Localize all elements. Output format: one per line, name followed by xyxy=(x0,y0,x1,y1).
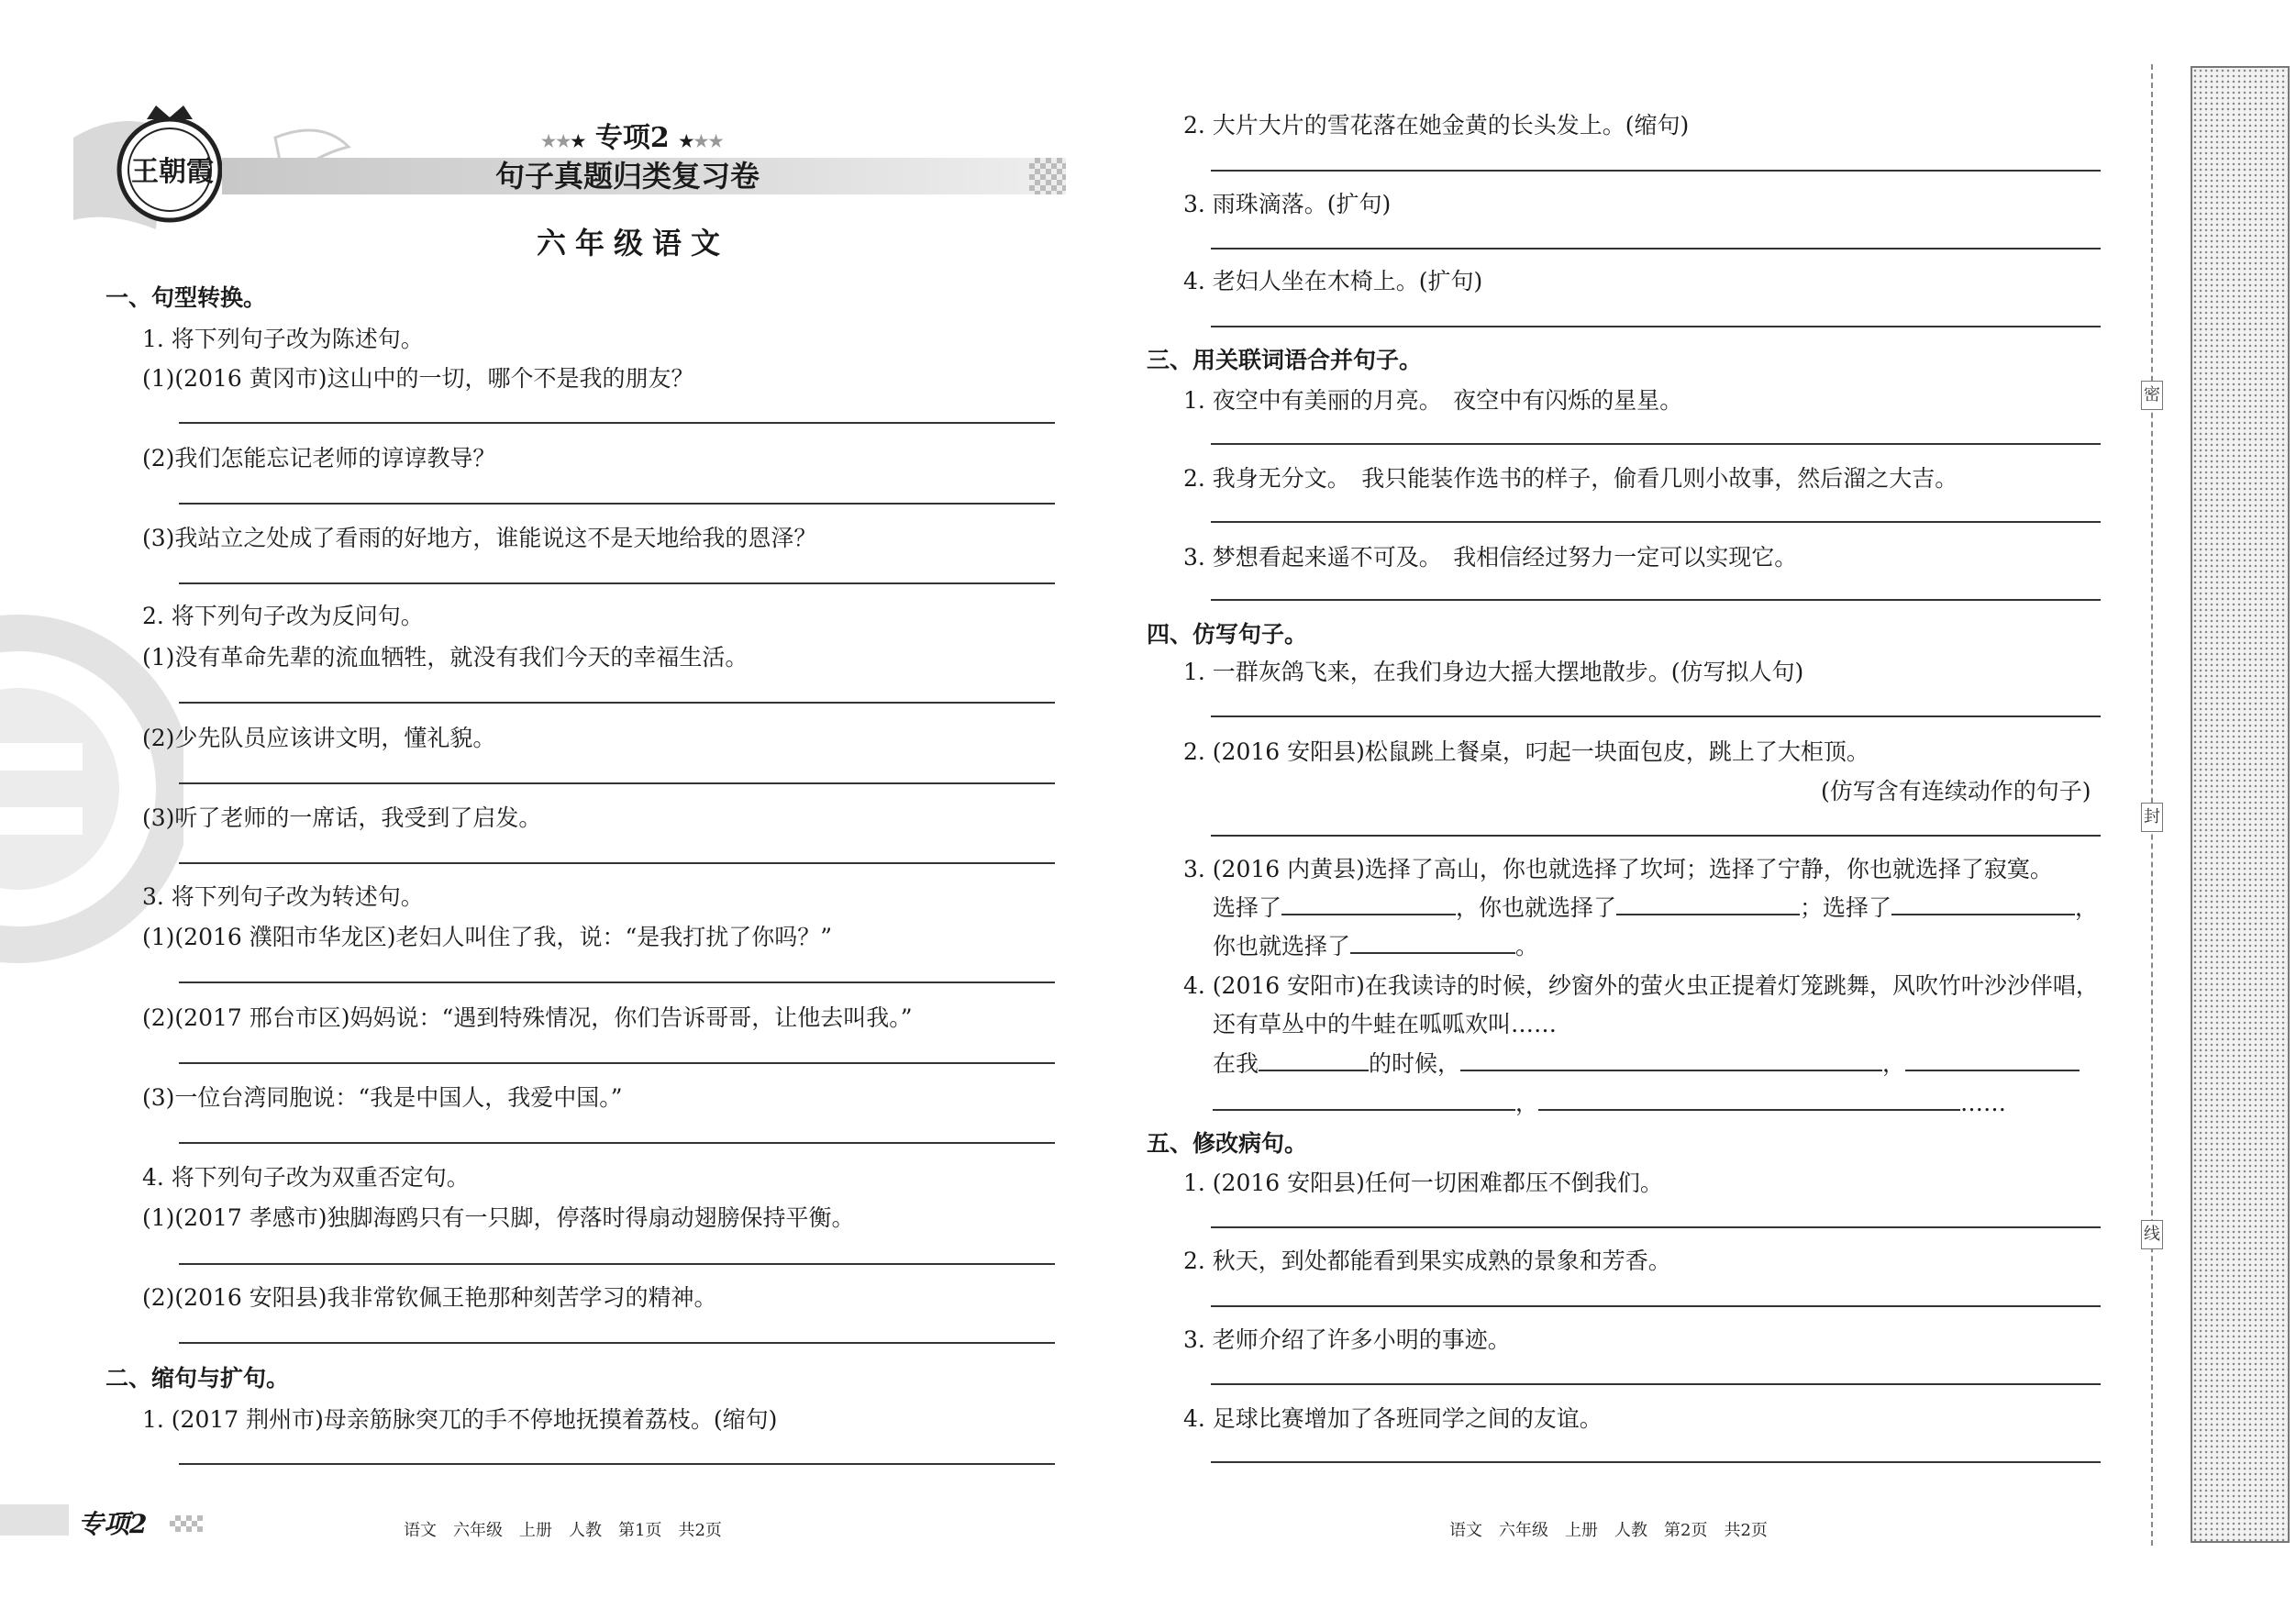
fill-blank[interactable] xyxy=(1213,1089,1515,1111)
answer-line[interactable] xyxy=(179,1342,1055,1344)
footer-label: 专项2 xyxy=(78,1509,148,1539)
answer-line[interactable] xyxy=(179,503,1055,505)
special-label: ★★★ 专项2 ★★★ xyxy=(541,122,724,154)
question: (1)没有革命先辈的流血牺牲，就没有我们今天的幸福生活。 xyxy=(142,644,749,671)
answer-line[interactable] xyxy=(179,981,1055,983)
question: 3. (2016 内黄县)选择了高山，你也就选择了坎坷；选择了宁静，你也就选择了寂寞。 xyxy=(1183,856,2053,882)
section-1-heading: 一、句型转换。 xyxy=(105,284,267,311)
answer-line[interactable] xyxy=(1211,835,2101,837)
logo-text: 王朝霞 xyxy=(131,156,214,188)
answer-line[interactable] xyxy=(1211,599,2101,601)
question: (2)少先队员应该讲文明，懂礼貌。 xyxy=(142,725,496,751)
answer-line[interactable] xyxy=(1211,248,2101,250)
section-3-heading: 三、用关联词语合并句子。 xyxy=(1147,347,1423,373)
fill-blank[interactable] xyxy=(1350,932,1515,954)
answer-line[interactable] xyxy=(179,1062,1055,1064)
question: 4. 足球比赛增加了各班同学之间的友谊。 xyxy=(1183,1405,1603,1432)
answer-line[interactable] xyxy=(1211,715,2101,717)
question: 4. 老妇人坐在木椅上。(扩句) xyxy=(1183,268,1483,294)
answer-line[interactable] xyxy=(1211,443,2101,445)
question: (1)(2016 濮阳市华龙区)老妇人叫住了我，说：“是我打扰了你吗？” xyxy=(142,924,833,950)
answer-line[interactable] xyxy=(179,702,1055,704)
section-2-heading: 二、缩句与扩句。 xyxy=(105,1365,290,1392)
section-4-heading: 四、仿写句子。 xyxy=(1147,621,1308,648)
answer-line[interactable] xyxy=(1211,1226,2101,1228)
footer-pattern xyxy=(170,1515,203,1532)
fill-blank[interactable] xyxy=(1460,1049,1882,1071)
fill-blank[interactable] xyxy=(1891,893,2075,915)
question: 2. 秋天，到处都能看到果实成熟的景象和芳香。 xyxy=(1183,1248,1671,1274)
fill-blank[interactable] xyxy=(1281,893,1456,915)
question: 1. 夜空中有美丽的月亮。 夜空中有闪烁的星星。 xyxy=(1183,387,1683,414)
answer-line[interactable] xyxy=(179,1142,1055,1144)
seal-mark: 线 xyxy=(2141,1220,2163,1249)
title-band-pattern xyxy=(1029,158,1066,194)
answer-line[interactable] xyxy=(179,422,1055,424)
question: (2)(2016 安阳县)我非常钦佩王艳那种刻苦学习的精神。 xyxy=(142,1284,717,1311)
fill-in-row: 你也就选择了 。 xyxy=(1213,933,1539,959)
question: (1)(2016 黄冈市)这山中的一切，哪个不是我的朋友？ xyxy=(142,365,694,392)
question-note: (仿写含有连续动作的句子) xyxy=(1821,778,2091,804)
question: 4. 将下列句子改为双重否定句。 xyxy=(142,1164,470,1191)
question: 4. (2016 安阳市)在我读诗的时候，纱窗外的萤火虫正提着灯笼跳舞，风吹竹叶沙沙伴唱， xyxy=(1183,972,2099,999)
fill-in-row: ， …… xyxy=(1213,1085,2006,1118)
answer-line[interactable] xyxy=(1211,1461,2101,1463)
fill-in-row: 选择了 ，你也就选择了 ；选择了 ， xyxy=(1213,894,2099,921)
page-title: 句子真题归类复习卷 xyxy=(495,159,760,194)
section-5-heading: 五、修改病句。 xyxy=(1147,1130,1308,1157)
question: (3)我站立之处成了看雨的好地方，谁能说这不是天地给我的恩泽？ xyxy=(142,525,817,551)
answer-line[interactable] xyxy=(179,862,1055,864)
answer-line[interactable] xyxy=(1211,1383,2101,1385)
answer-line[interactable] xyxy=(179,1463,1055,1465)
footer-page-info: 语文 六年级 上册 人教 第1页 共2页 xyxy=(404,1521,722,1540)
question: 1. (2016 安阳县)任何一切困难都压不倒我们。 xyxy=(1183,1170,1663,1196)
question: (3)一位台湾同胞说：“我是中国人，我爱中国。” xyxy=(142,1084,623,1111)
fill-in-row: 在我 的时候， ， xyxy=(1213,1046,2080,1079)
question: 2. 将下列句子改为反问句。 xyxy=(142,603,424,629)
question: 3. 老师介绍了许多小明的事迹。 xyxy=(1183,1326,1511,1353)
fill-blank[interactable] xyxy=(1259,1049,1369,1071)
seal-mark: 密 xyxy=(2141,381,2163,410)
question: 1. (2017 荆州市)母亲筋脉突兀的手不停地抚摸着荔枝。(缩句) xyxy=(142,1406,778,1433)
answer-line[interactable] xyxy=(179,1263,1055,1265)
answer-line[interactable] xyxy=(1211,521,2101,523)
page-subtitle: 六年级语文 xyxy=(537,226,730,261)
question: 2. 大片大片的雪花落在她金黄的长头发上。(缩句) xyxy=(1183,112,1690,139)
question: (1)(2017 孝感市)独脚海鸥只有一只脚，停落时得扇动翅膀保持平衡。 xyxy=(142,1204,855,1231)
question: 还有草丛中的牛蛙在呱呱欢叫…… xyxy=(1213,1011,1558,1037)
answer-line[interactable] xyxy=(1211,326,2101,327)
question: 3. 雨珠滴落。(扩句) xyxy=(1183,191,1392,217)
question: 1. 将下列句子改为陈述句。 xyxy=(142,326,424,352)
seal-mark: 封 xyxy=(2141,803,2163,832)
answer-line[interactable] xyxy=(1211,1305,2101,1307)
fill-blank[interactable] xyxy=(1538,1089,1960,1111)
answer-line[interactable] xyxy=(1211,170,2101,172)
fill-blank[interactable] xyxy=(1905,1049,2080,1071)
question: (3)听了老师的一席话，我受到了启发。 xyxy=(142,804,542,831)
question: 2. 我身无分文。 我只能装作选书的样子，偷看几则小故事，然后溜之大吉。 xyxy=(1183,465,1958,492)
question: (2)(2017 邢台市区)妈妈说：“遇到特殊情况，你们告诉哥哥，让他去叫我。” xyxy=(142,1004,913,1031)
question: 2. (2016 安阳县)松鼠跳上餐桌，叼起一块面包皮，跳上了大柜顶。 xyxy=(1183,738,1869,765)
fill-blank[interactable] xyxy=(1616,893,1800,915)
question: (2)我们怎能忘记老师的谆谆教导？ xyxy=(142,445,496,471)
question: 1. 一群灰鸽飞来，在我们身边大摇大摆地散步。(仿写拟人句) xyxy=(1183,659,1804,685)
answer-line[interactable] xyxy=(179,582,1055,584)
answer-line[interactable] xyxy=(179,782,1055,784)
footer-page-info: 语文 六年级 上册 人教 第2页 共2页 xyxy=(1449,1521,1768,1540)
footer-tab xyxy=(0,1504,69,1536)
question: 3. 将下列句子改为转述句。 xyxy=(142,883,424,910)
question: 3. 梦想看起来遥不可及。 我相信经过努力一定可以实现它。 xyxy=(1183,544,1798,571)
binding-strip xyxy=(2191,66,2290,1543)
